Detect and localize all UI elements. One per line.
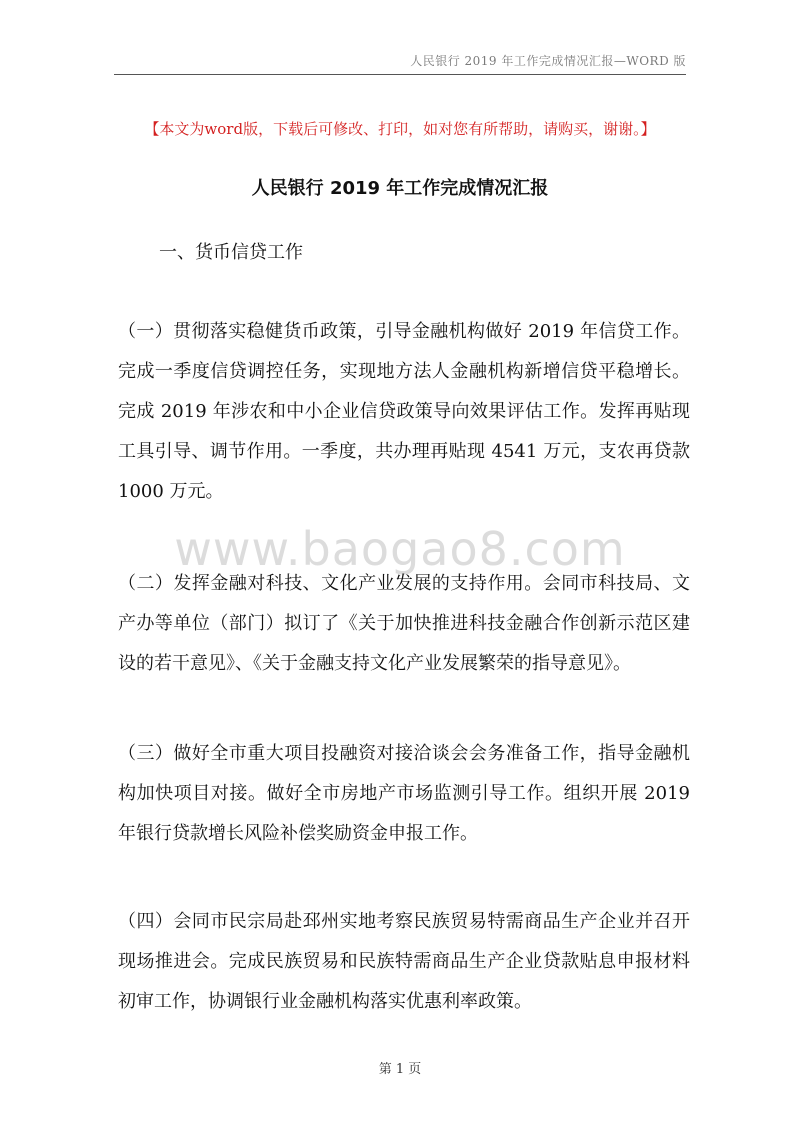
paragraph-2: （二）发挥金融对科技、文化产业发展的支持作用。会同市科技局、文产办等单位（部门）拟订了《关于加快推进科技金融合作创新示范区建设的若干意见》、《关于金融支持文化产业发展繁荣的指导意见》。 (118, 573, 690, 674)
paragraph-1: （一）贯彻落实稳健货币政策，引导金融机构做好 2019 年信贷工作。完成一季度信贷调控任务，实现地方法人金融机构新增信贷平稳增长。完成 2019 年涉农和中小企业信贷政策导向效果评估工作。发挥再贴现工具引导、调节作用。一季度，共办理再贴现 4541 万元，支农再贷款 1000 万元。 (118, 321, 690, 502)
page-number: 第 1 页 (378, 1062, 422, 1077)
header-rule (114, 74, 686, 75)
running-header: 人民银行 2019 年工作完成情况汇报—WORD 版 (410, 54, 686, 68)
paragraph-3: （三）做好全市重大项目投融资对接洽谈会会务准备工作，指导金融机构加快项目对接。做好全市房地产市场监测引导工作。组织开展 2019 年银行贷款增长风险补偿奖励资金申报工作。 (118, 743, 690, 844)
download-notice: 【本文为word版，下载后可修改、打印，如对您有所帮助，请购买，谢谢。】 (144, 120, 656, 138)
document-title: 人民银行 2019 年工作完成情况汇报 (251, 178, 549, 199)
watermark: www.baogao8.com (174, 522, 626, 576)
paragraph-4: （四）会同市民宗局赴邳州实地考察民族贸易特需商品生产企业并召开现场推进会。完成民族贸易和民族特需商品生产企业贷款贴息申报材料初审工作，协调银行业金融机构落实优惠利率政策。 (118, 911, 690, 1012)
section-heading: 一、货币信贷工作 (159, 242, 303, 263)
